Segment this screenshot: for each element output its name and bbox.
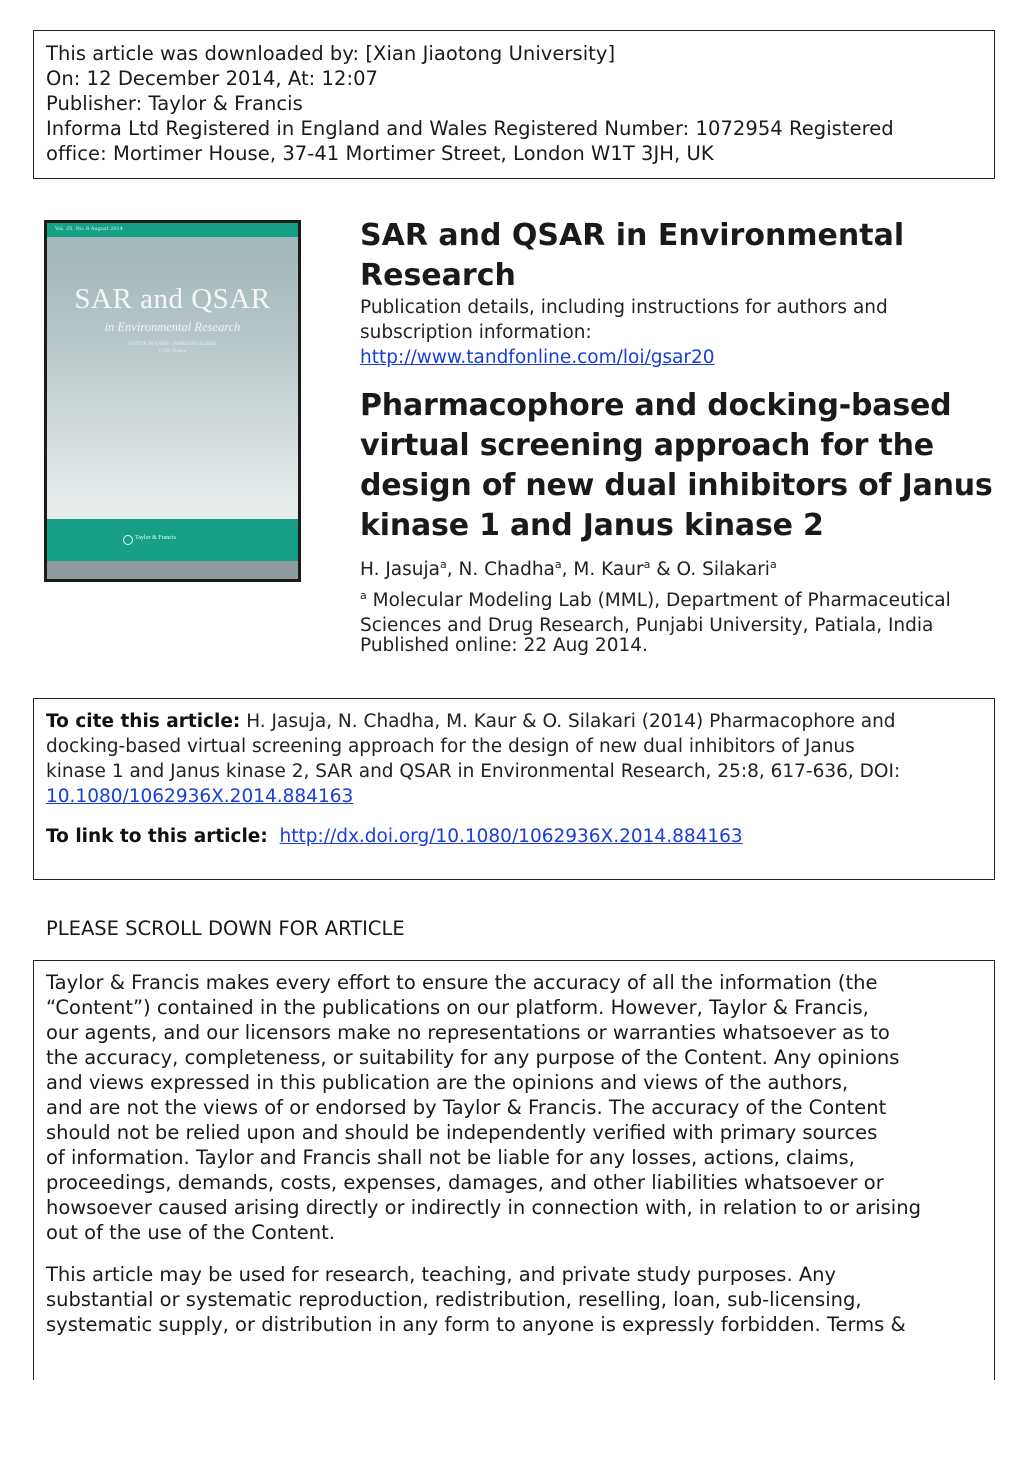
cite-label: To cite this article:: [46, 711, 241, 732]
cover-title: SAR and QSAR: [74, 283, 271, 315]
cover-editor-line: EDITOR IN CHIEF: JAMES DEVILLERS: [128, 342, 217, 347]
disclaimer-paragraph-2: [46, 1262, 982, 1337]
author-separator: ,: [561, 559, 574, 581]
disclaimer-line: and views expressed in this publication are the opinions and views of the authors,: [46, 1071, 849, 1094]
download-line-1: This article was downloaded by: [Xian Jiaotong University]: [46, 42, 616, 65]
affiliation-text: Molecular Modeling Lab (MML), Department of Pharmaceutical Sciences and Drug Research, Punjabi University, Patiala, India: [360, 590, 951, 637]
disclaimer-box: [33, 960, 995, 1380]
author-separator: &: [650, 559, 677, 581]
cover-editor-line-2: CTIS, France: [159, 349, 186, 354]
disclaimer-line: of information. Taylor and Francis shall not be liable for any losses, actions, claims,: [46, 1146, 855, 1169]
disclaimer-line: Taylor & Francis makes every effort to ensure the accuracy of all the information (the: [46, 971, 878, 994]
publication-details: Publication details, including instructions for authors and subscription information:: [360, 297, 888, 343]
download-line-3: Publisher: Taylor & Francis: [46, 92, 303, 115]
author-affiliation-mark: a: [643, 558, 651, 571]
disclaimer-line: out of the use of the Content.: [46, 1221, 335, 1244]
disclaimer-line: and are not the views of or endorsed by Taylor & Francis. The accuracy of the Content: [46, 1096, 887, 1119]
download-line-5: office: Mortimer House, 37-41 Mortimer Street, London W1T 3JH, UK: [46, 142, 714, 165]
cite-line-3: kinase 1 and Janus kinase 2, SAR and QSAR in Environmental Research, 25:8, 617-636, DOI:: [46, 761, 901, 782]
citation-box: [33, 698, 995, 880]
journal-cover-image: [44, 220, 301, 582]
download-line-4: Informa Ltd Registered in England and Wales Registered Number: 1072954 Registered: [46, 117, 894, 140]
author-affiliation-mark: a: [439, 558, 447, 571]
disclaimer-line: systematic supply, or distribution in any form to anyone is expressly forbidden. Terms &: [46, 1313, 906, 1336]
cover-editor: [47, 341, 298, 355]
affiliation-mark: a: [360, 589, 367, 602]
doi-link[interactable]: 10.1080/1062936X.2014.884163: [46, 786, 354, 807]
cite-line-1: H. Jasuja, N. Chadha, M. Kaur & O. Silakari (2014) Pharmacophore and: [240, 711, 896, 732]
journal-url-link[interactable]: http://www.tandfonline.com/loi/gsar20: [360, 347, 715, 368]
published-online: Published online: 22 Aug 2014.: [360, 635, 648, 656]
disclaimer-line: substantial or systematic reproduction, redistribution, reselling, loan, sub-licensing,: [46, 1288, 862, 1311]
author-affiliation-mark: a: [769, 558, 777, 571]
cover-subtitle: in Environmental Research: [104, 320, 241, 334]
affiliation: [360, 583, 1010, 638]
disclaimer-line: “Content”) contained in the publications on our platform. However, Taylor & Francis,: [46, 996, 869, 1019]
citation-text: [46, 709, 982, 809]
disclaimer-line: the accuracy, completeness, or suitability for any purpose of the Content. Any opinions: [46, 1046, 900, 1069]
disclaimer-line: This article may be used for research, teaching, and private study purposes. Any: [46, 1263, 837, 1286]
author-name: H. Jasuja: [360, 559, 440, 581]
disclaimer-line: proceedings, demands, costs, expenses, damages, and other liabilities whatsoever or: [46, 1171, 884, 1194]
disclaimer-line: our agents, and our licensors make no representations or warranties whatsoever as to: [46, 1021, 890, 1044]
article-link-row: [46, 824, 982, 849]
download-info-box: [33, 30, 995, 179]
cover-issue-text: Vol. 25, No. 8 August 2014: [55, 226, 123, 232]
article-url-link[interactable]: http://dx.doi.org/10.1080/1062936X.2014.884163: [279, 826, 743, 847]
disclaimer-line: should not be relied upon and should be independently verified with primary sources: [46, 1121, 878, 1144]
scroll-down-notice: PLEASE SCROLL DOWN FOR ARTICLE: [46, 917, 405, 940]
download-line-2: On: 12 December 2014, At: 12:07: [46, 67, 378, 90]
link-label: To link to this article:: [46, 826, 268, 847]
article-title: Pharmacophore and docking-based virtual screening approach for the design of new dual inhibitors of Janus kinase 1 and Janus kinase 2: [360, 388, 993, 543]
cover-publisher: Taylor & Francis: [135, 535, 176, 541]
disclaimer-line: howsoever caused arising directly or indirectly in connection with, in relation to or arising: [46, 1196, 921, 1219]
disclaimer-paragraph-1: [46, 970, 982, 1245]
author-affiliation-mark: a: [554, 558, 562, 571]
author-name: N. Chadha: [458, 559, 555, 581]
journal-title: SAR and QSAR in Environmental Research: [360, 218, 905, 293]
author-name: M. Kaur: [573, 559, 644, 581]
author-name: O. Silakari: [676, 559, 770, 581]
author-list: [360, 552, 777, 582]
author-separator: ,: [446, 559, 459, 581]
cover-footer-band: [47, 561, 298, 579]
cite-line-2: docking-based virtual screening approach for the design of new dual inhibitors of Janus: [46, 736, 855, 757]
publisher-logo-icon: [123, 535, 133, 545]
